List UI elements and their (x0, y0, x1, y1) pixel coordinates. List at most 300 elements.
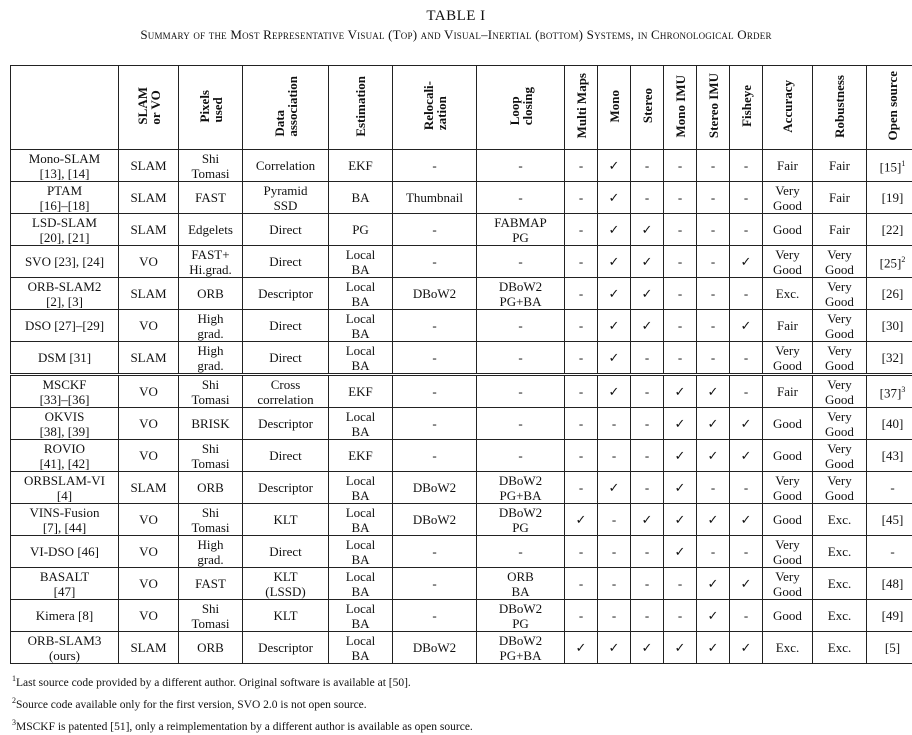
cell-stereo: ✓ (631, 246, 664, 278)
cell-assoc: Descriptor (243, 632, 329, 664)
system-name: VINS-Fusion [7], [44] (11, 504, 119, 536)
table-row (11, 472, 912, 504)
cell-est: Local BA (329, 408, 393, 440)
cell-est: Local BA (329, 472, 393, 504)
cell-reloc: - (393, 600, 477, 632)
column-header (477, 66, 565, 150)
column-header (631, 66, 664, 150)
open-source-ref: [15] (880, 160, 902, 175)
cell-mono-imu: - (664, 600, 697, 632)
cell-fisheye: - (730, 150, 763, 182)
cell-est: Local BA (329, 536, 393, 568)
cell-mono: ✓ (598, 632, 631, 664)
cell-multi: - (565, 440, 598, 472)
cell-stereo-imu: - (697, 246, 730, 278)
cell-fisheye: - (730, 536, 763, 568)
cell-accuracy: Exc. (763, 278, 813, 310)
cell-stereo: ✓ (631, 214, 664, 246)
cell-robustness: Very Good (813, 472, 867, 504)
column-header (867, 66, 912, 150)
cell-multi: - (565, 214, 598, 246)
cell-reloc: - (393, 375, 477, 408)
cell-pixels: High grad. (179, 536, 243, 568)
cell-est: Local BA (329, 632, 393, 664)
cell-type: SLAM (119, 150, 179, 182)
cell-robustness: Very Good (813, 375, 867, 408)
cell-type: VO (119, 536, 179, 568)
cell-pixels: FAST (179, 182, 243, 214)
cell-fisheye: ✓ (730, 632, 763, 664)
open-source-ref: [25] (880, 256, 902, 271)
cell-type: SLAM (119, 278, 179, 310)
cell-fisheye: - (730, 472, 763, 504)
footnote-text: MSCKF is patented [51], only a reimplementation by a different author is available as open source. (16, 720, 473, 732)
cell-robustness: Very Good (813, 440, 867, 472)
table-row (11, 214, 912, 246)
table-row (11, 310, 912, 342)
cell-stereo: ✓ (631, 504, 664, 536)
cell-stereo-imu: ✓ (697, 632, 730, 664)
footnote-marker: 3 (901, 385, 905, 394)
cell-loop: - (477, 375, 565, 408)
open-source-ref: [32] (882, 350, 904, 365)
cell-type: VO (119, 246, 179, 278)
cell-fisheye: ✓ (730, 310, 763, 342)
cell-robustness: Very Good (813, 342, 867, 375)
cell-loop: DBoW2 PG (477, 504, 565, 536)
cell-robustness: Fair (813, 150, 867, 182)
system-name: SVO [23], [24] (11, 246, 119, 278)
cell-robustness: Very Good (813, 246, 867, 278)
table-row (11, 150, 912, 182)
column-header-label: Mono (608, 90, 621, 123)
cell-type: SLAM (119, 214, 179, 246)
cell-pixels: ORB (179, 278, 243, 310)
cell-fisheye: - (730, 375, 763, 408)
cell-assoc: Direct (243, 536, 329, 568)
cell-mono: ✓ (598, 342, 631, 375)
column-header-label: Loop closing (508, 87, 534, 125)
cell-est: Local BA (329, 504, 393, 536)
cell-multi: - (565, 310, 598, 342)
cell-loop: - (477, 408, 565, 440)
open-source-ref: [40] (882, 416, 904, 431)
cell-fisheye: ✓ (730, 440, 763, 472)
cell-pixels: Edgelets (179, 214, 243, 246)
cell-reloc: DBoW2 (393, 472, 477, 504)
cell-open-source (867, 632, 912, 664)
cell-type: VO (119, 375, 179, 408)
cell-stereo: ✓ (631, 310, 664, 342)
table-caption (0, 8, 912, 43)
cell-stereo: - (631, 440, 664, 472)
cell-mono-imu: ✓ (664, 536, 697, 568)
footnote-marker: 2 (901, 255, 905, 264)
column-header (664, 66, 697, 150)
cell-assoc: Direct (243, 440, 329, 472)
table-label: TABLE I (0, 8, 912, 25)
cell-stereo: - (631, 536, 664, 568)
cell-multi: - (565, 600, 598, 632)
cell-open-source (867, 182, 912, 214)
cell-loop: ORB BA (477, 568, 565, 600)
cell-reloc: Thumbnail (393, 182, 477, 214)
system-name: BASALT [47] (11, 568, 119, 600)
cell-fisheye: ✓ (730, 568, 763, 600)
column-header (763, 66, 813, 150)
cell-stereo-imu: - (697, 150, 730, 182)
cell-accuracy: Very Good (763, 182, 813, 214)
column-header-label: SLAM or VO (136, 87, 162, 125)
open-source-ref: [22] (882, 222, 904, 237)
cell-pixels: Shi Tomasi (179, 440, 243, 472)
table-title: Summary of the Most Representative Visual (Top) and Visual–Inertial (bottom) Systems, in Chronological Order (0, 27, 912, 43)
cell-stereo-imu: ✓ (697, 440, 730, 472)
cell-est: EKF (329, 375, 393, 408)
cell-assoc: KLT (LSSD) (243, 568, 329, 600)
footnotes (12, 670, 473, 735)
system-name: VI-DSO [46] (11, 536, 119, 568)
cell-stereo: - (631, 182, 664, 214)
cell-assoc: Pyramid SSD (243, 182, 329, 214)
open-source-ref: [45] (882, 512, 904, 527)
footnote (12, 692, 473, 714)
cell-stereo-imu: - (697, 472, 730, 504)
cell-assoc: Descriptor (243, 278, 329, 310)
cell-type: VO (119, 310, 179, 342)
cell-mono-imu: - (664, 214, 697, 246)
open-source-ref: [30] (882, 318, 904, 333)
cell-mono: ✓ (598, 150, 631, 182)
cell-robustness: Very Good (813, 408, 867, 440)
summary-table (10, 65, 912, 664)
system-name: DSO [27]–[29] (11, 310, 119, 342)
cell-fisheye: ✓ (730, 408, 763, 440)
cell-loop: - (477, 150, 565, 182)
cell-pixels: BRISK (179, 408, 243, 440)
column-header-label: Accuracy (781, 80, 794, 133)
cell-mono-imu: - (664, 342, 697, 375)
table-row (11, 182, 912, 214)
table-row (11, 342, 912, 375)
cell-assoc: Descriptor (243, 472, 329, 504)
column-header (565, 66, 598, 150)
cell-loop: - (477, 182, 565, 214)
cell-open-source (867, 568, 912, 600)
cell-accuracy: Good (763, 600, 813, 632)
cell-robustness: Fair (813, 182, 867, 214)
cell-mono: - (598, 440, 631, 472)
cell-open-source (867, 342, 912, 375)
cell-mono: ✓ (598, 310, 631, 342)
cell-assoc: Direct (243, 310, 329, 342)
cell-pixels: Shi Tomasi (179, 150, 243, 182)
cell-stereo: - (631, 150, 664, 182)
open-source-ref: [49] (882, 608, 904, 623)
cell-multi: ✓ (565, 504, 598, 536)
cell-robustness: Exc. (813, 600, 867, 632)
table-row (11, 632, 912, 664)
cell-accuracy: Good (763, 214, 813, 246)
cell-stereo: - (631, 568, 664, 600)
table-row (11, 278, 912, 310)
column-header (179, 66, 243, 150)
cell-accuracy: Very Good (763, 568, 813, 600)
cell-reloc: DBoW2 (393, 278, 477, 310)
cell-assoc: Direct (243, 214, 329, 246)
cell-fisheye: - (730, 214, 763, 246)
column-header (813, 66, 867, 150)
cell-accuracy: Good (763, 408, 813, 440)
cell-reloc: - (393, 150, 477, 182)
footnote-mark: 1 (12, 674, 16, 683)
column-header-label: Open source (886, 71, 899, 140)
cell-type: VO (119, 600, 179, 632)
cell-fisheye: - (730, 182, 763, 214)
cell-est: Local BA (329, 600, 393, 632)
system-name: Mono-SLAM [13], [14] (11, 150, 119, 182)
cell-mono: - (598, 568, 631, 600)
column-header (243, 66, 329, 150)
cell-est: Local BA (329, 310, 393, 342)
cell-assoc: KLT (243, 600, 329, 632)
cell-stereo-imu: - (697, 214, 730, 246)
cell-mono-imu: - (664, 246, 697, 278)
cell-loop: DBoW2 PG+BA (477, 278, 565, 310)
cell-reloc: - (393, 536, 477, 568)
cell-mono-imu: - (664, 182, 697, 214)
cell-pixels: ORB (179, 472, 243, 504)
column-header (730, 66, 763, 150)
open-source-ref: - (890, 480, 894, 495)
column-header-label: Estimation (354, 76, 367, 137)
cell-mono: ✓ (598, 472, 631, 504)
cell-accuracy: Very Good (763, 342, 813, 375)
table-row (11, 504, 912, 536)
cell-pixels: FAST+ Hi.grad. (179, 246, 243, 278)
cell-est: EKF (329, 440, 393, 472)
cell-assoc: Direct (243, 246, 329, 278)
column-header (393, 66, 477, 150)
cell-est: Local BA (329, 246, 393, 278)
cell-stereo: - (631, 408, 664, 440)
cell-pixels: Shi Tomasi (179, 375, 243, 408)
cell-stereo: ✓ (631, 278, 664, 310)
cell-reloc: - (393, 408, 477, 440)
table-row (11, 408, 912, 440)
column-header (119, 66, 179, 150)
cell-loop: - (477, 440, 565, 472)
column-header (598, 66, 631, 150)
column-header-label: Robustness (833, 75, 846, 138)
cell-stereo-imu: ✓ (697, 600, 730, 632)
cell-multi: - (565, 536, 598, 568)
cell-open-source (867, 214, 912, 246)
cell-assoc: KLT (243, 504, 329, 536)
cell-multi: - (565, 150, 598, 182)
cell-stereo-imu: - (697, 536, 730, 568)
cell-accuracy: Very Good (763, 472, 813, 504)
cell-open-source (867, 246, 912, 278)
cell-type: SLAM (119, 182, 179, 214)
cell-open-source (867, 440, 912, 472)
cell-open-source (867, 375, 912, 408)
cell-robustness: Very Good (813, 310, 867, 342)
cell-stereo-imu: ✓ (697, 375, 730, 408)
open-source-ref: [5] (885, 640, 900, 655)
cell-robustness: Very Good (813, 278, 867, 310)
cell-multi: - (565, 182, 598, 214)
cell-mono: ✓ (598, 214, 631, 246)
cell-multi: - (565, 246, 598, 278)
cell-reloc: DBoW2 (393, 632, 477, 664)
cell-stereo-imu: - (697, 182, 730, 214)
system-name: MSCKF [33]–[36] (11, 375, 119, 408)
cell-stereo: - (631, 472, 664, 504)
open-source-ref: [48] (882, 576, 904, 591)
cell-loop: DBoW2 PG+BA (477, 632, 565, 664)
system-name: PTAM [16]–[18] (11, 182, 119, 214)
open-source-ref: - (890, 544, 894, 559)
cell-loop: - (477, 342, 565, 375)
cell-assoc: Cross correlation (243, 375, 329, 408)
cell-accuracy: Exc. (763, 632, 813, 664)
cell-est: EKF (329, 150, 393, 182)
cell-type: SLAM (119, 632, 179, 664)
column-header-label: Mono IMU (674, 75, 687, 137)
cell-pixels: ORB (179, 632, 243, 664)
footnote-mark: 2 (12, 696, 16, 705)
cell-stereo-imu: - (697, 310, 730, 342)
cell-pixels: High grad. (179, 342, 243, 375)
cell-accuracy: Fair (763, 150, 813, 182)
cell-mono: - (598, 600, 631, 632)
open-source-ref: [37] (880, 386, 902, 401)
column-header-label: Relocali- zation (422, 81, 448, 130)
cell-stereo-imu: ✓ (697, 408, 730, 440)
system-name: ORBSLAM-VI [4] (11, 472, 119, 504)
cell-loop: - (477, 246, 565, 278)
cell-mono-imu: ✓ (664, 472, 697, 504)
cell-stereo-imu: ✓ (697, 504, 730, 536)
column-header-label: Multi Maps (575, 73, 588, 138)
cell-robustness: Exc. (813, 536, 867, 568)
header-row (11, 66, 912, 150)
cell-type: SLAM (119, 342, 179, 375)
cell-open-source (867, 310, 912, 342)
system-name: OKVIS [38], [39] (11, 408, 119, 440)
cell-mono-imu: ✓ (664, 504, 697, 536)
cell-reloc: - (393, 214, 477, 246)
header-system (11, 66, 119, 150)
cell-accuracy: Very Good (763, 536, 813, 568)
cell-stereo: - (631, 342, 664, 375)
column-header (329, 66, 393, 150)
cell-mono: ✓ (598, 278, 631, 310)
cell-fisheye: - (730, 600, 763, 632)
cell-stereo-imu: ✓ (697, 568, 730, 600)
cell-multi: - (565, 278, 598, 310)
cell-stereo: ✓ (631, 632, 664, 664)
cell-multi: - (565, 472, 598, 504)
cell-robustness: Exc. (813, 504, 867, 536)
cell-est: Local BA (329, 342, 393, 375)
open-source-ref: [19] (882, 190, 904, 205)
cell-multi: - (565, 408, 598, 440)
cell-accuracy: Fair (763, 375, 813, 408)
cell-stereo-imu: - (697, 342, 730, 375)
cell-open-source (867, 536, 912, 568)
cell-reloc: DBoW2 (393, 504, 477, 536)
cell-est: Local BA (329, 278, 393, 310)
table-row (11, 246, 912, 278)
cell-mono: ✓ (598, 182, 631, 214)
cell-fisheye: - (730, 342, 763, 375)
table-row (11, 375, 912, 408)
cell-accuracy: Good (763, 440, 813, 472)
cell-pixels: Shi Tomasi (179, 600, 243, 632)
cell-mono: ✓ (598, 375, 631, 408)
cell-open-source (867, 504, 912, 536)
cell-assoc: Descriptor (243, 408, 329, 440)
cell-multi: - (565, 568, 598, 600)
cell-fisheye: ✓ (730, 246, 763, 278)
footnote (12, 714, 473, 735)
system-name: ORB-SLAM3 (ours) (11, 632, 119, 664)
cell-reloc: - (393, 342, 477, 375)
cell-accuracy: Good (763, 504, 813, 536)
cell-mono-imu: - (664, 568, 697, 600)
cell-mono: - (598, 408, 631, 440)
cell-type: SLAM (119, 472, 179, 504)
table-row (11, 440, 912, 472)
cell-robustness: Exc. (813, 632, 867, 664)
cell-loop: DBoW2 PG (477, 600, 565, 632)
cell-type: VO (119, 440, 179, 472)
footnote (12, 670, 473, 692)
cell-est: Local BA (329, 568, 393, 600)
cell-open-source (867, 150, 912, 182)
table-row (11, 568, 912, 600)
footnote-text: Last source code provided by a different author. Original software is available at [50]. (16, 677, 411, 689)
cell-loop: FABMAP PG (477, 214, 565, 246)
column-header-label: Stereo IMU (707, 73, 720, 138)
cell-multi: - (565, 342, 598, 375)
system-name: Kimera [8] (11, 600, 119, 632)
system-name: DSM [31] (11, 342, 119, 375)
cell-mono: - (598, 536, 631, 568)
cell-reloc: - (393, 440, 477, 472)
cell-pixels: FAST (179, 568, 243, 600)
cell-open-source (867, 278, 912, 310)
column-header-label: Pixels used (198, 90, 224, 123)
cell-loop: DBoW2 PG+BA (477, 472, 565, 504)
cell-reloc: - (393, 568, 477, 600)
footnote-marker: 1 (901, 159, 905, 168)
cell-est: PG (329, 214, 393, 246)
cell-accuracy: Very Good (763, 246, 813, 278)
footnote-text: Source code available only for the first version, SVO 2.0 is not open source. (16, 699, 367, 711)
table-row (11, 536, 912, 568)
cell-mono-imu: - (664, 278, 697, 310)
cell-fisheye: - (730, 278, 763, 310)
cell-mono-imu: - (664, 310, 697, 342)
open-source-ref: [26] (882, 286, 904, 301)
cell-mono-imu: ✓ (664, 440, 697, 472)
cell-pixels: Shi Tomasi (179, 504, 243, 536)
column-header-label: Stereo (641, 88, 654, 123)
cell-stereo: - (631, 600, 664, 632)
